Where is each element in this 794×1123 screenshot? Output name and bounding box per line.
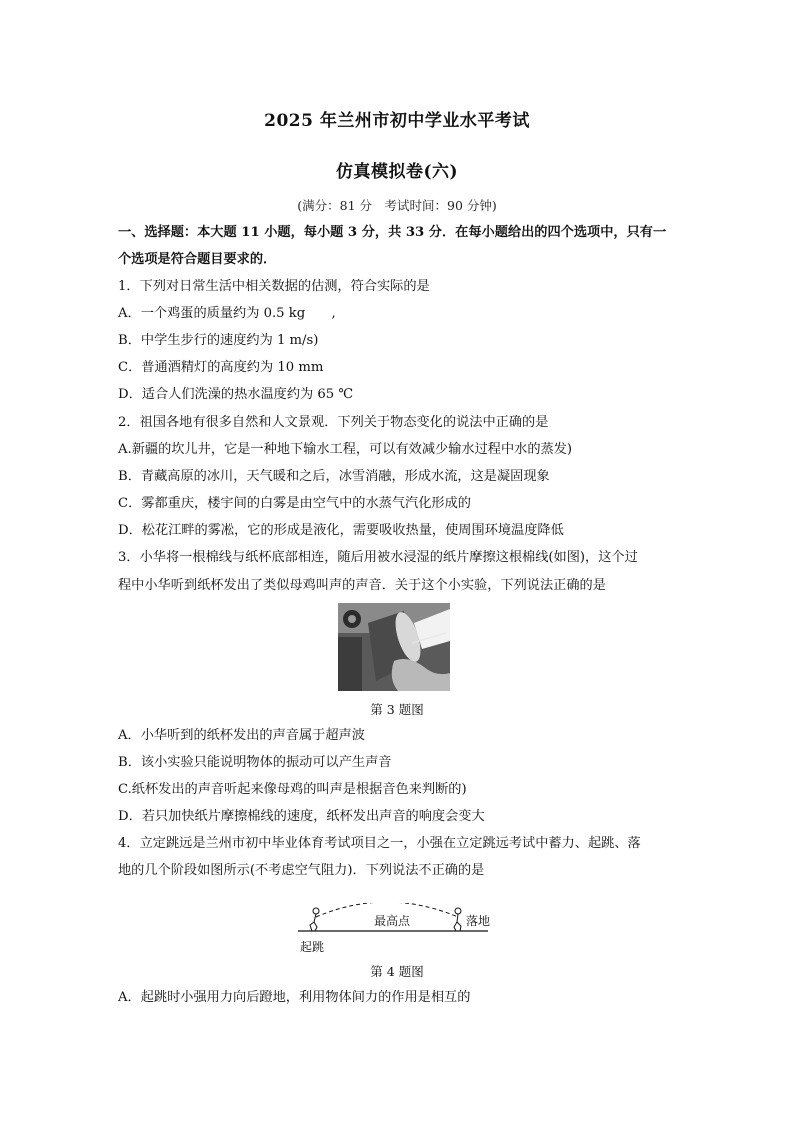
question-1-option-c: C．普通酒精灯的高度约为 10 mm xyxy=(118,360,324,375)
question-1-option-a: A．一个鸡蛋的质量约为 0.5 kg , xyxy=(118,306,336,321)
exam-meta: (满分：81 分 考试时间：90 分钟) xyxy=(297,198,497,213)
section-heading-cont: 个选项是符合题目要求的． xyxy=(118,252,277,267)
question-2-option-a: A.新疆的坎儿井，它是一种地下输水工程，可以有效减少输水过程中水的蒸发) xyxy=(118,442,573,457)
question-1-option-b: B．中学生步行的速度约为 1 m/s) xyxy=(118,333,319,348)
label-land: 落地 xyxy=(466,914,491,928)
exam-title: 2025 年兰州市初中学业水平考试 xyxy=(264,111,530,131)
question-2-option-d: D．松花江畔的雾凇，它的形成是液化，需要吸收热量，使周围环境温度降低 xyxy=(118,523,564,538)
question-2-option-c: C．雾都重庆，楼宇间的白雾是由空气中的水蒸气汽化形成的 xyxy=(118,496,471,511)
label-start: 起跳 xyxy=(300,940,325,954)
question-4-option-a: A．起跳时小强用力向后蹬地，利用物体间力的作用是相互的 xyxy=(118,990,471,1005)
question-2-stem: 2．祖国各地有很多自然和人文景观．下列关于物态变化的说法中正确的是 xyxy=(118,415,549,430)
question-3-option-a: A．小华听到的纸杯发出的声音属于超声波 xyxy=(118,728,365,743)
section-heading: 一、选择题：本大题 11 小题，每小题 3 分，共 33 分．在每小题给出的四个选项中，只有一 xyxy=(118,225,667,240)
question-3-option-b: B．该小实验只能说明物体的振动可以产生声音 xyxy=(118,755,392,770)
question-4-stem: 4．立定跳远是兰州市初中毕业体育考试项目之一，小强在立定跳远考试中蓄力、起跳、落 xyxy=(118,836,641,851)
jumper-land-figure xyxy=(454,908,461,931)
question-1-stem: 1．下列对日常生活中相关数据的估测，符合实际的是 xyxy=(118,279,430,294)
jumper-start-figure xyxy=(310,908,319,931)
figure-4-caption: 第 4 题图 xyxy=(370,964,424,979)
question-2-option-b: B．青藏高原的冰川，天气暖和之后，冰雪消融，形成水流，这是凝固现象 xyxy=(118,469,550,484)
label-top: 最高点 xyxy=(374,914,411,928)
exam-subtitle: 仿真模拟卷(六) xyxy=(335,162,459,182)
question-4-stem-cont: 地的几个阶段如图所示(不考虑空气阻力)．下列说法不正确的是 xyxy=(118,863,485,878)
paper-cup-photo xyxy=(338,603,450,691)
long-jump-diagram xyxy=(290,903,496,959)
question-3-stem: 3．小华将一根棉线与纸杯底部相连，随后用被水浸湿的纸片摩擦这根棉线(如图)，这个过 xyxy=(118,550,638,565)
figure-3-caption: 第 3 题图 xyxy=(370,702,424,717)
question-3-option-d: D．若只加快纸片摩擦棉线的速度，纸杯发出声音的响度会变大 xyxy=(118,809,485,824)
question-1-option-d: D．适合人们洗澡的热水温度约为 65 ℃ xyxy=(118,387,354,402)
question-3-stem-cont: 程中小华听到纸杯发出了类似母鸡叫声的声音．关于这个小实验，下列说法正确的是 xyxy=(118,578,606,593)
question-3-option-c: C.纸杯发出的声音听起来像母鸡的叫声是根据音色来判断的) xyxy=(118,782,467,797)
